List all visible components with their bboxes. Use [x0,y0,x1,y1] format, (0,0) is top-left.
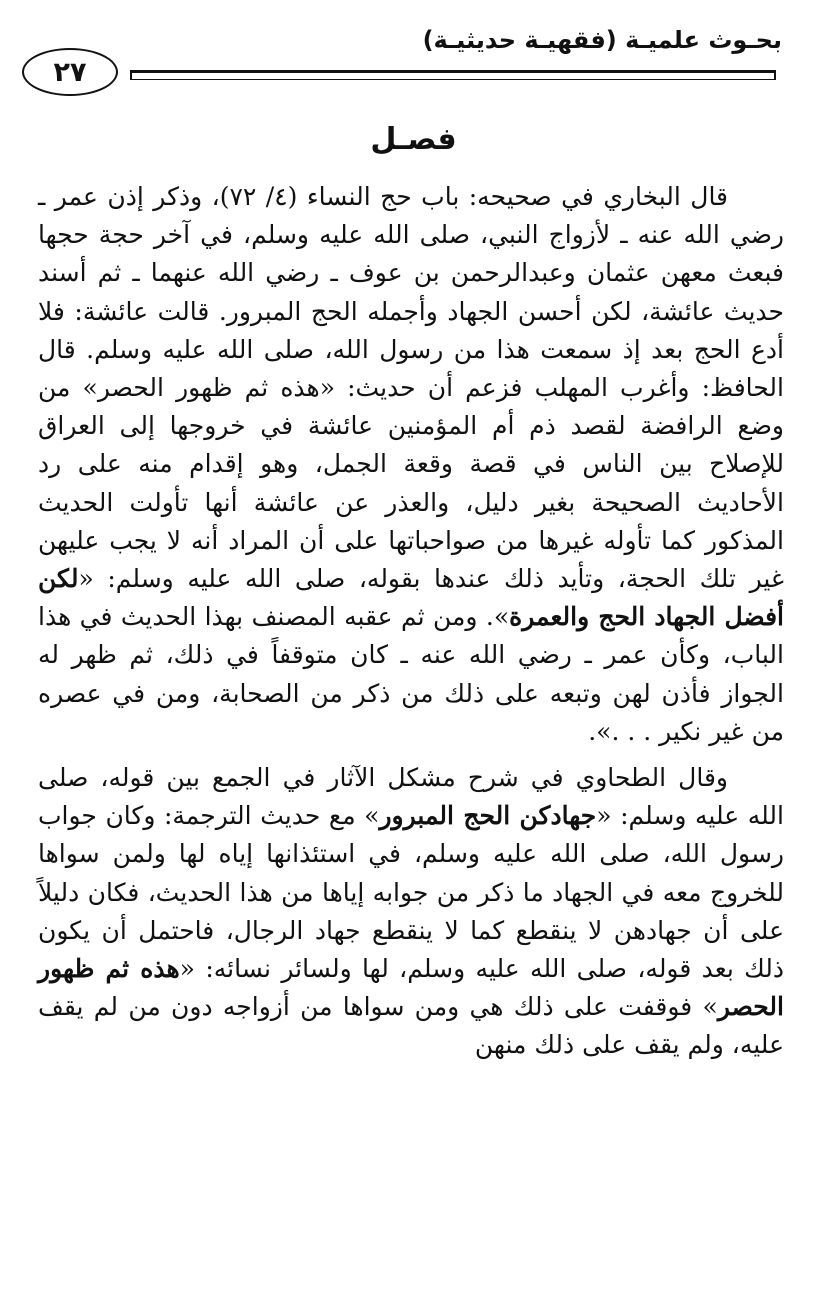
paragraph-1-hadith-quote: لكن أفضل الجهاد الحج والعمرة [38,564,784,632]
paragraph-2-hadith-quote-1: جهادكن الحج المبرور [379,801,597,831]
body-text [38,178,784,1065]
page-header [22,26,782,106]
header-rule [130,70,776,80]
page-number: ٢٧ [22,48,118,96]
paragraph-2-text-1: وقال الطحاوي في شرح مشكل الآثار في الجمع بين قوله، صلى الله عليه وسلم: « [38,763,784,831]
paragraph-2 [38,759,784,1065]
paragraph-1-text-2: ». ومن ثم عقبه المصنف بهذا الحديث في هذا الباب، وكأن عمر ـ رضي الله عنه ـ كان متوقفاً في ذلك، ثم ظهر له الجواز فأذن لهن وتبعه على ذلك من ذكر من الصحابة، ومن في عصره من غير نكير . . .». [38,602,784,746]
paragraph-2-text-3: » فوقفت على ذلك هي ومن سواها من أزواجه دون من لم يقف عليه، ولم يقف على ذلك منهن [38,992,784,1060]
paragraph-2-text-2: » مع حديث الترجمة: وكان جواب رسول الله، صلى الله عليه وسلم، في استئذانها إياه لها ولمن سواها للخروج معه في الجهاد ما ذكر من جوابه إياها من هذا الحديث، فكان دليلاً على أن جهادهن لا ينقطع كما لا ينقطع جهاد الرجال، فاحتمل أن يكون ذلك بعد قوله، صلى الله عليه وسلم، لها ولسائر نسائه: « [38,801,784,984]
section-title: فصـل [370,122,457,157]
running-title: بحـوث علميـة (فقهيـة حديثيـة) [422,26,782,54]
paragraph-1 [38,178,784,751]
paragraph-1-text-1: قال البخاري في صحيحه: باب حج النساء (٤/ ٧٢)، وذكر إذن عمر ـ رضي الله عنه ـ لأزواج النبي، صلى الله عليه وسلم، في آخر حجة حجها فبعث معهن عثمان وعبدالرحمن بن عوف ـ رضي الله عنهما ـ ثم أسند حديث عائشة، لكن أحسن الجهاد وأجمله الحج المبرور. قالت عائشة: فلا أدع الحج بعد إذ سمعت هذا من رسول الله، صلى الله عليه وسلم. قال الحافظ: وأغرب المهلب فزعم أن حديث: «هذه ثم ظهور الحصر» من وضع الرافضة لقصد ذم أم المؤمنين عائشة في خروجها إلى العراق للإصلاح بين الناس في قصة وقعة الجمل، وهو إقدام منه على رد الأحاديث الصحيحة بغير دليل، والعذر عن عائشة أنها تأولت الحديث المذكور كما تأوله غيرها من صواحباتها على أن المراد أنه لا يجب عليهن غير تلك الحجة، وتأيد ذلك عندها بقوله، صلى الله عليه وسلم: « [38,182,785,594]
paragraph-2-hadith-quote-2: هذه ثم ظهور الحصر [38,954,784,1022]
